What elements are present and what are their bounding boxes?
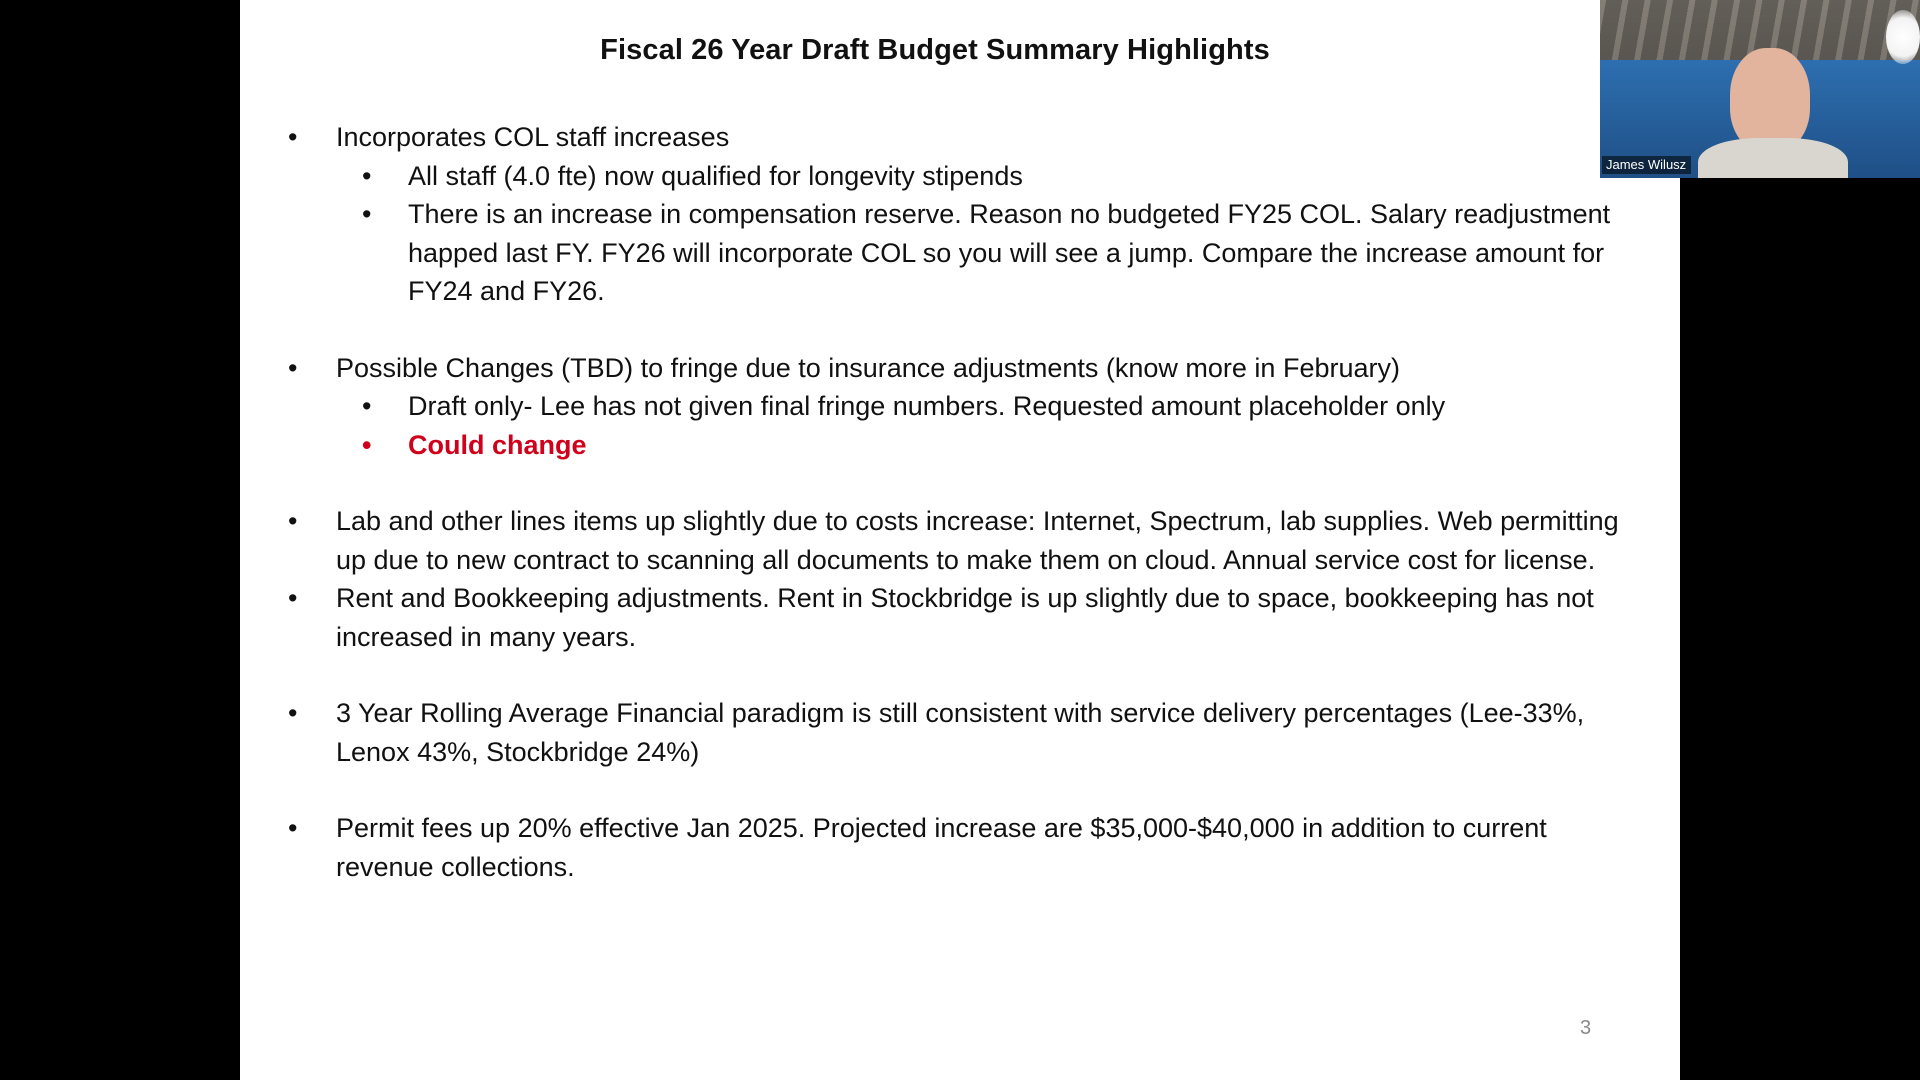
- bullet-item: [240, 809, 1640, 886]
- presentation-slide: [240, 0, 1680, 1080]
- bullet-dot-icon: •: [362, 160, 372, 191]
- spacer: [240, 656, 1640, 694]
- bullet-item: [240, 579, 1640, 656]
- slide-page-number: 3: [1580, 1017, 1592, 1039]
- bullet-dot-icon: •: [362, 391, 372, 421]
- bullet-dot-icon: •: [362, 199, 372, 229]
- bullet-dot-icon: •: [288, 813, 298, 843]
- bullet-item: [240, 502, 1640, 579]
- light-icon: [1886, 10, 1920, 64]
- sub-bullet-item: [240, 387, 1640, 426]
- bullet-dot-icon: •: [288, 506, 298, 536]
- bullet-dot-icon: •: [288, 122, 298, 152]
- sub-bullet-text: All staff (4.0 fte) now qualified for longevity stipends: [408, 160, 1023, 191]
- spacer: [240, 311, 1640, 349]
- bullet-item: [240, 349, 1640, 388]
- sub-bullet-item: [240, 195, 1640, 311]
- bullet-dot-icon: •: [362, 429, 372, 460]
- bullet-dot-icon: •: [288, 352, 298, 383]
- sub-bullet-text: Could change: [408, 429, 587, 460]
- slide-title: Fiscal 26 Year Draft Budget Summary Highlights: [600, 34, 1270, 66]
- spacer: [240, 771, 1640, 809]
- bullet-item: [240, 694, 1640, 771]
- bullet-text: 3 Year Rolling Average Financial paradigm is still consistent with service delivery percentages (Lee-33%, Lenox 43%, Stockbridge 24%): [336, 698, 1585, 767]
- participant-name-label: James Wilusz: [1602, 156, 1691, 174]
- bullet-text: Rent and Bookkeeping adjustments. Rent in Stockbridge is up slightly due to space, bookkeeping has not increased in many years.: [336, 583, 1594, 652]
- bullet-text: Permit fees up 20% effective Jan 2025. Projected increase are $35,000-$40,000 in addition to current revenue collections.: [336, 813, 1547, 882]
- sub-bullet-item-highlight: [240, 426, 1640, 465]
- bullet-dot-icon: •: [288, 698, 298, 728]
- bullet-text: Lab and other lines items up slightly due to costs increase: Internet, Spectrum, lab supplies. Web permitting up due to new contract to scanning all documents to make them on cloud. Annual service cost for license.: [336, 506, 1619, 575]
- spacer: [240, 464, 1640, 502]
- sub-bullet-text: There is an increase in compensation reserve. Reason no budgeted FY25 COL. Salary readjustment happed last FY. FY26 will incorporate COL so you will see a jump. Compare the increase amount for FY24 and FY26.: [408, 199, 1611, 306]
- sub-bullet-text: Draft only- Lee has not given final fringe numbers. Requested amount placeholder only: [408, 391, 1446, 421]
- bullet-text: Possible Changes (TBD) to fringe due to insurance adjustments (know more in February): [336, 352, 1400, 383]
- bullet-dot-icon: •: [288, 583, 298, 613]
- participant-head: [1730, 48, 1810, 152]
- bullet-item: [240, 118, 1640, 157]
- bullet-text: Incorporates COL staff increases: [336, 122, 730, 152]
- participant-video-tile[interactable]: [1600, 0, 1920, 178]
- participant-body: [1698, 138, 1848, 178]
- bullet-list: [240, 118, 1640, 886]
- sub-bullet-item: [240, 157, 1640, 196]
